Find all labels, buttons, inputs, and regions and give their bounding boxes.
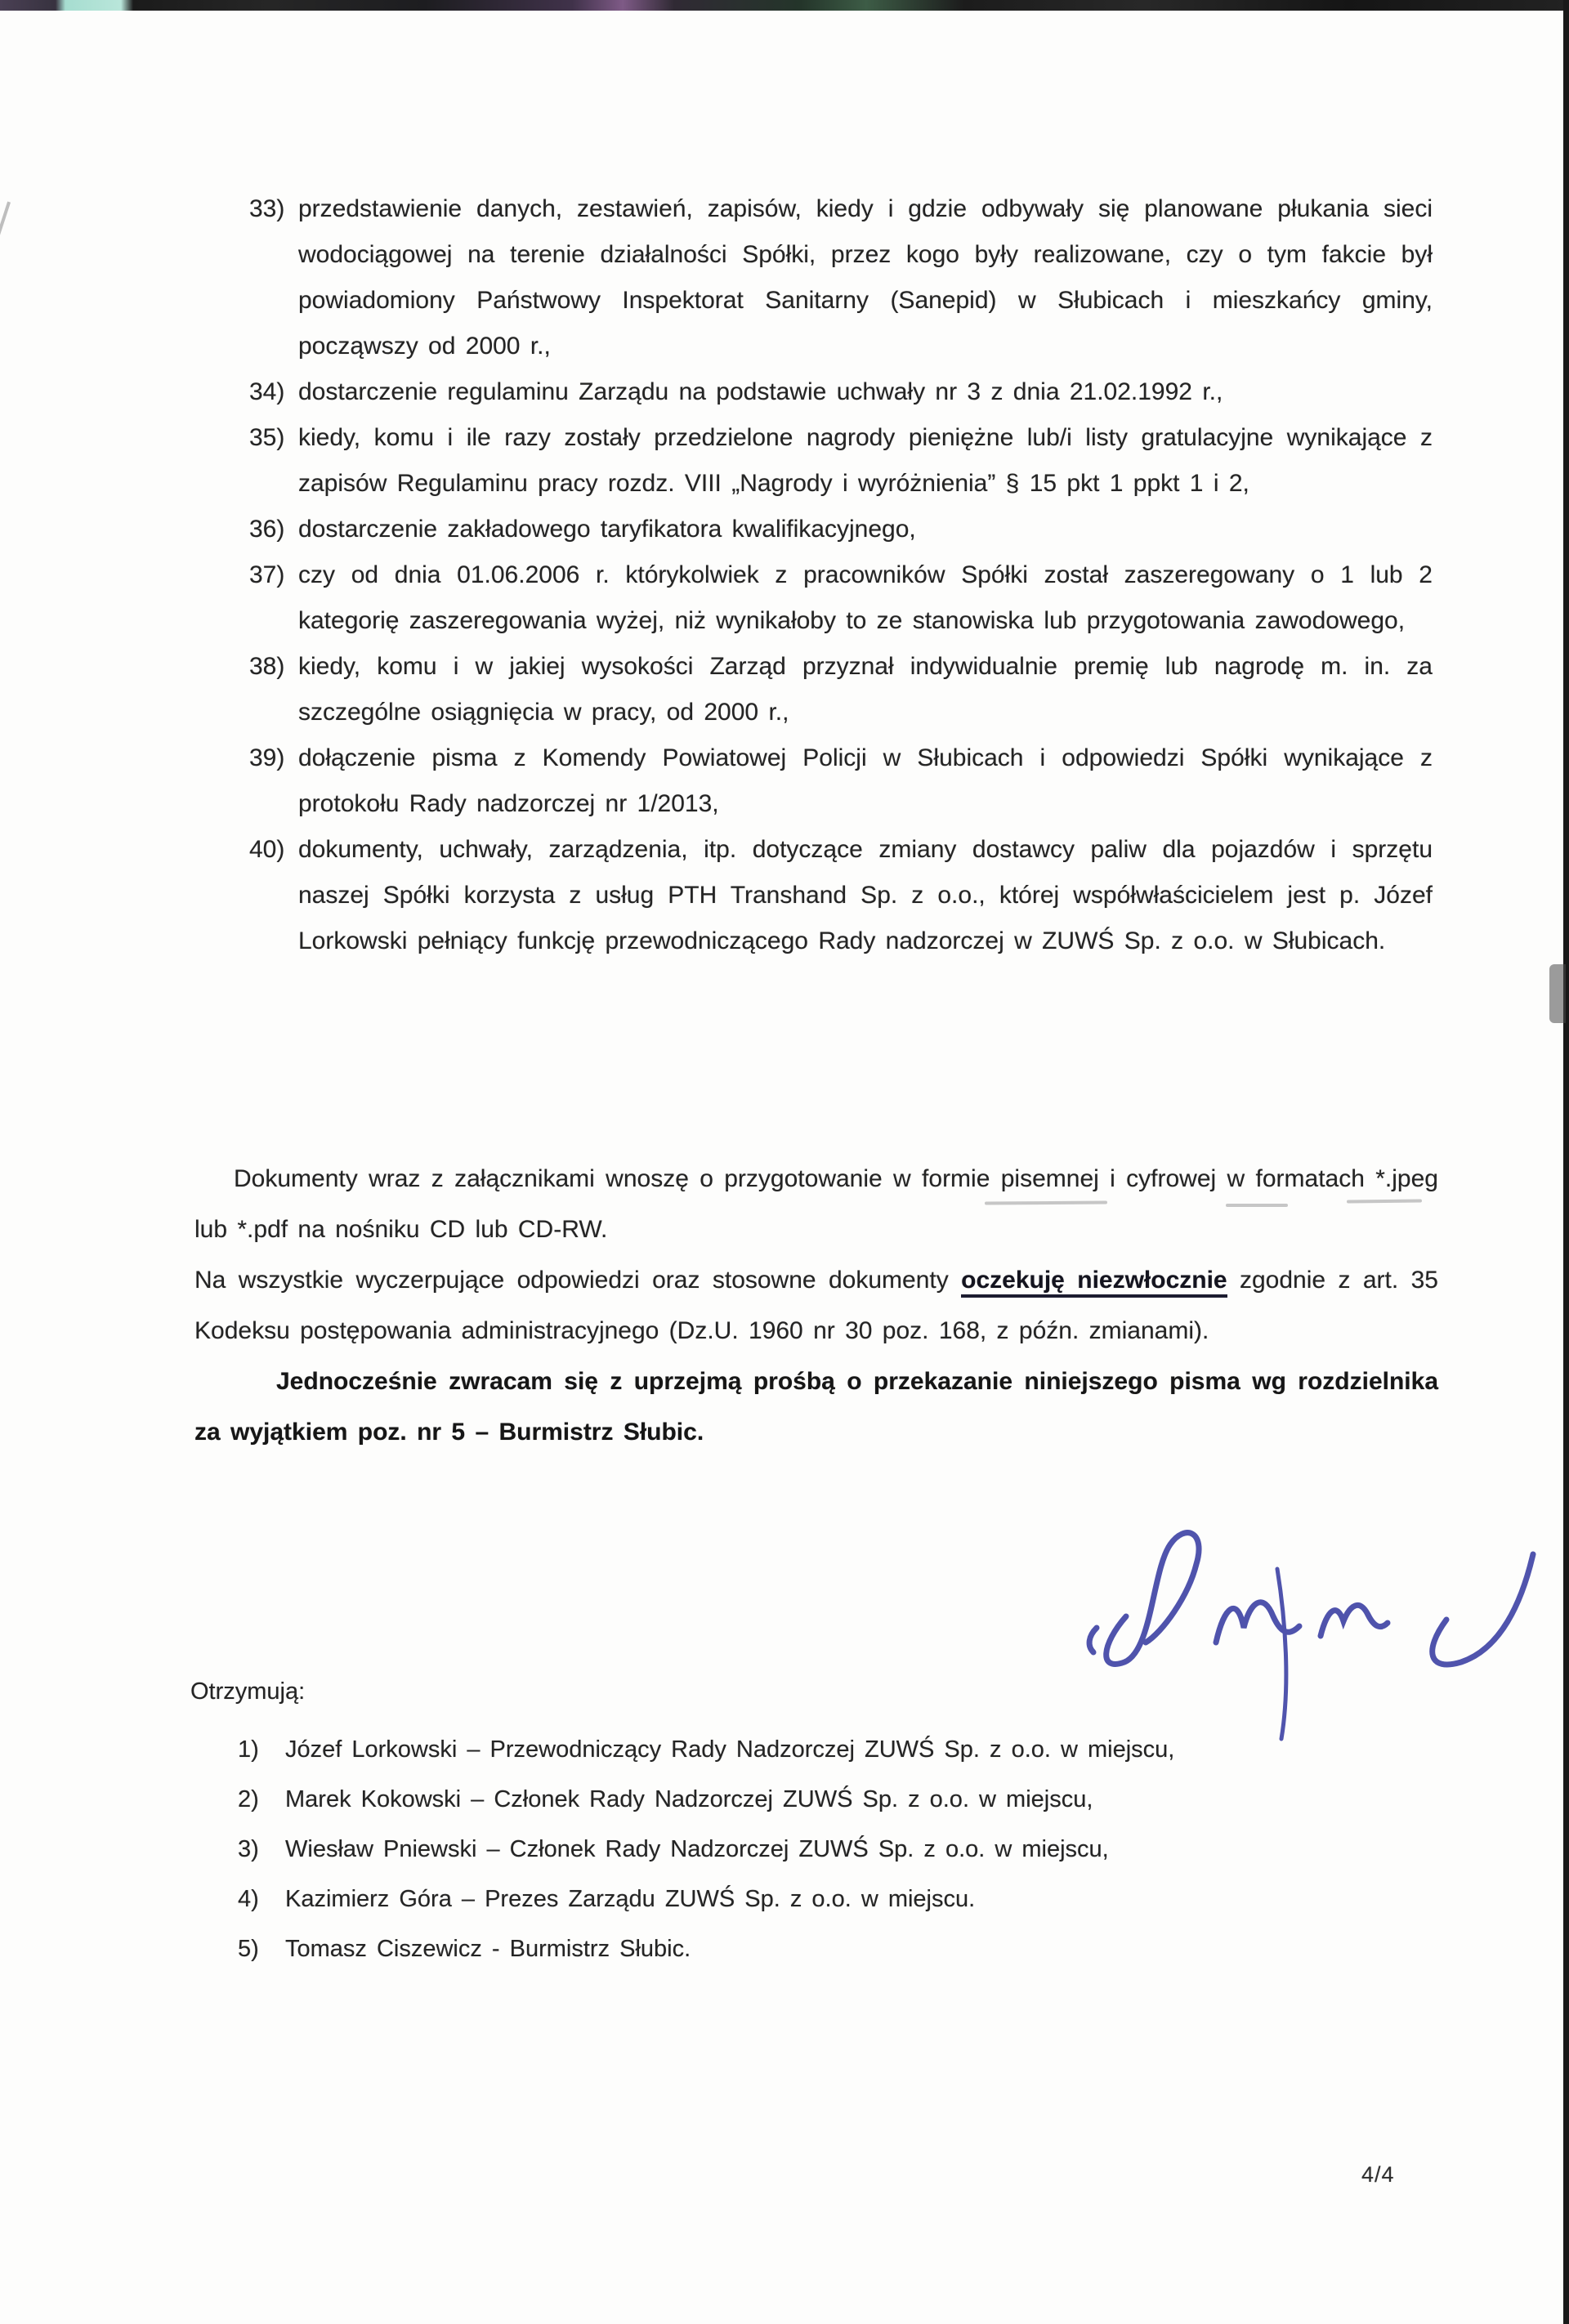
recipients-list bbox=[190, 1725, 1416, 1974]
item-number: 40) bbox=[249, 836, 285, 863]
recipient-item-5 bbox=[238, 1924, 1416, 1974]
item-number: 36) bbox=[249, 516, 285, 543]
list-item-36 bbox=[249, 507, 1433, 552]
scan-smudge-underline bbox=[1226, 1204, 1288, 1207]
closing-paragraphs bbox=[194, 1154, 1438, 1458]
emphasis-awaiting-immediately: oczekuję niezwłocznie bbox=[961, 1267, 1227, 1298]
list-item-38 bbox=[249, 644, 1433, 735]
signature-stroke bbox=[1321, 1605, 1388, 1636]
list-item-40 bbox=[249, 827, 1433, 964]
list-item-35 bbox=[249, 415, 1433, 507]
paragraph-text: Na wszystkie wyczerpujące odpowiedzi oraz stosowne dokumenty bbox=[194, 1267, 962, 1294]
recipients-block bbox=[190, 1667, 1416, 1974]
item-text: dostarczenie regulaminu Zarządu na podstawie uchwały nr 3 z dnia 21.02.1992 r., bbox=[298, 378, 1223, 405]
recipient-text: Tomasz Ciszewicz - Burmistrz Słubic. bbox=[285, 1936, 691, 1962]
recipient-text: Kazimierz Góra – Prezes Zarządu ZUWŚ Sp. z o.o. w miejscu. bbox=[285, 1886, 976, 1912]
recipient-number: 5) bbox=[238, 1936, 259, 1962]
recipient-text: Józef Lorkowski – Przewodniczący Rady Nadzorczej ZUWŚ Sp. z o.o. w miejscu, bbox=[285, 1736, 1175, 1763]
item-text: dołączenie pisma z Komendy Powiatowej Policji w Słubicach i odpowiedzi Spółki wynikające z protokołu Rady nadzorczej nr 1/2013, bbox=[298, 744, 1433, 817]
recipient-number: 4) bbox=[238, 1886, 259, 1912]
paragraph-forward-request: Jednocześnie zwracam się z uprzejmą prośbą o przekazanie niniejszego pisma wg rozdzielnika za wyjątkiem poz. nr 5 – Burmistrz Słubic. bbox=[194, 1368, 1438, 1446]
item-text: kiedy, komu i ile razy zostały przedzielone nagrody pieniężne lub/i listy gratulacyjne wynikające z zapisów Regulaminu pracy rozdz. VIII „Nagrody i wyróżnienia” § 15 pkt 1 ppkt 1 i 2, bbox=[298, 424, 1433, 497]
scan-pencil-mark bbox=[0, 202, 11, 239]
item-text: dokumenty, uchwały, zarządzenia, itp. dotyczące zmiany dostawcy paliw dla pojazdów i sprzętu naszej Spółki korzysta z usług PTH Transhand Sp. z o.o., której współwłaścicielem jest p. Józef Lorkowski pełniący funkcję przewodniczącego Rady nadzorczej w ZUWŚ Sp. z o.o. w Słubicach. bbox=[298, 836, 1433, 954]
item-text: czy od dnia 01.06.2006 r. którykolwiek z pracowników Spółki został zaszeregowany o 1 lub 2 kategorię zaszeregowania wyżej, niż wynikałoby to ze stanowiska lub przygotowania zawodowego, bbox=[298, 561, 1433, 634]
item-number: 37) bbox=[249, 561, 285, 588]
list-item-39 bbox=[249, 735, 1433, 827]
recipient-item-1 bbox=[238, 1725, 1416, 1775]
item-number: 38) bbox=[249, 653, 285, 680]
recipient-item-2 bbox=[238, 1775, 1416, 1825]
paragraph-text: zgodnie z art. 35 Kodeksu postępowania administracyjnego (Dz.U. 1960 nr 30 poz. 168, z późn. zmianami). bbox=[194, 1267, 1438, 1344]
list-item-34 bbox=[249, 369, 1433, 415]
list-item-33 bbox=[249, 186, 1433, 369]
recipient-text: Marek Kokowski – Członek Rady Nadzorczej ZUWŚ Sp. z o.o. w miejscu, bbox=[285, 1786, 1093, 1812]
paragraph-awaiting-response bbox=[194, 1255, 1438, 1356]
scan-edge-blob bbox=[1549, 964, 1566, 1023]
recipient-text: Wiesław Pniewski – Członek Rady Nadzorczej ZUWŚ Sp. z o.o. w miejscu, bbox=[285, 1836, 1109, 1862]
recipient-number: 3) bbox=[238, 1836, 259, 1862]
signature-stroke bbox=[1089, 1628, 1097, 1652]
recipient-number: 2) bbox=[238, 1786, 259, 1812]
recipient-number: 1) bbox=[238, 1736, 259, 1763]
scan-edge-top-bar bbox=[0, 0, 1569, 11]
item-number: 34) bbox=[249, 378, 285, 405]
item-text: dostarczenie zakładowego taryfikatora kwalifikacyjnego, bbox=[298, 516, 916, 543]
item-text: kiedy, komu i w jakiej wysokości Zarząd przyznał indywidualnie premię lub nagrodę m. in. za szczególne osiągnięcia w pracy, od 2000 r., bbox=[298, 653, 1433, 726]
signature-stroke bbox=[1433, 1554, 1533, 1665]
recipient-item-3 bbox=[238, 1825, 1416, 1875]
item-number: 35) bbox=[249, 424, 285, 451]
item-number: 33) bbox=[249, 195, 285, 222]
item-number: 39) bbox=[249, 744, 285, 771]
recipients-heading: Otrzymują: bbox=[190, 1678, 306, 1705]
signature-stroke bbox=[1106, 1533, 1199, 1665]
item-text: przedstawienie danych, zestawień, zapisów, kiedy i gdzie odbywały się planowane płukania sieci wodociągowej na terenie działalności Spółki, przez kogo były realizowane, czy o tym fakcie był powiadomiony Państwowy Inspektorat Sanitarny (Sanepid) w Słubicach i mieszkańcy gminy, począwszy od 2000 r., bbox=[298, 195, 1433, 360]
list-item-37 bbox=[249, 552, 1433, 644]
page-number: 4/4 bbox=[1361, 2162, 1395, 2187]
paragraph-text: Dokumenty wraz z załącznikami wnoszę o przygotowanie w formie pisemnej i cyfrowej w formatach *.jpeg lub *.pdf na nośniku CD lub CD-RW. bbox=[194, 1165, 1438, 1243]
scan-edge-right-strip bbox=[1563, 0, 1569, 2324]
recipient-item-4 bbox=[238, 1875, 1416, 1924]
demands-list bbox=[249, 186, 1433, 964]
